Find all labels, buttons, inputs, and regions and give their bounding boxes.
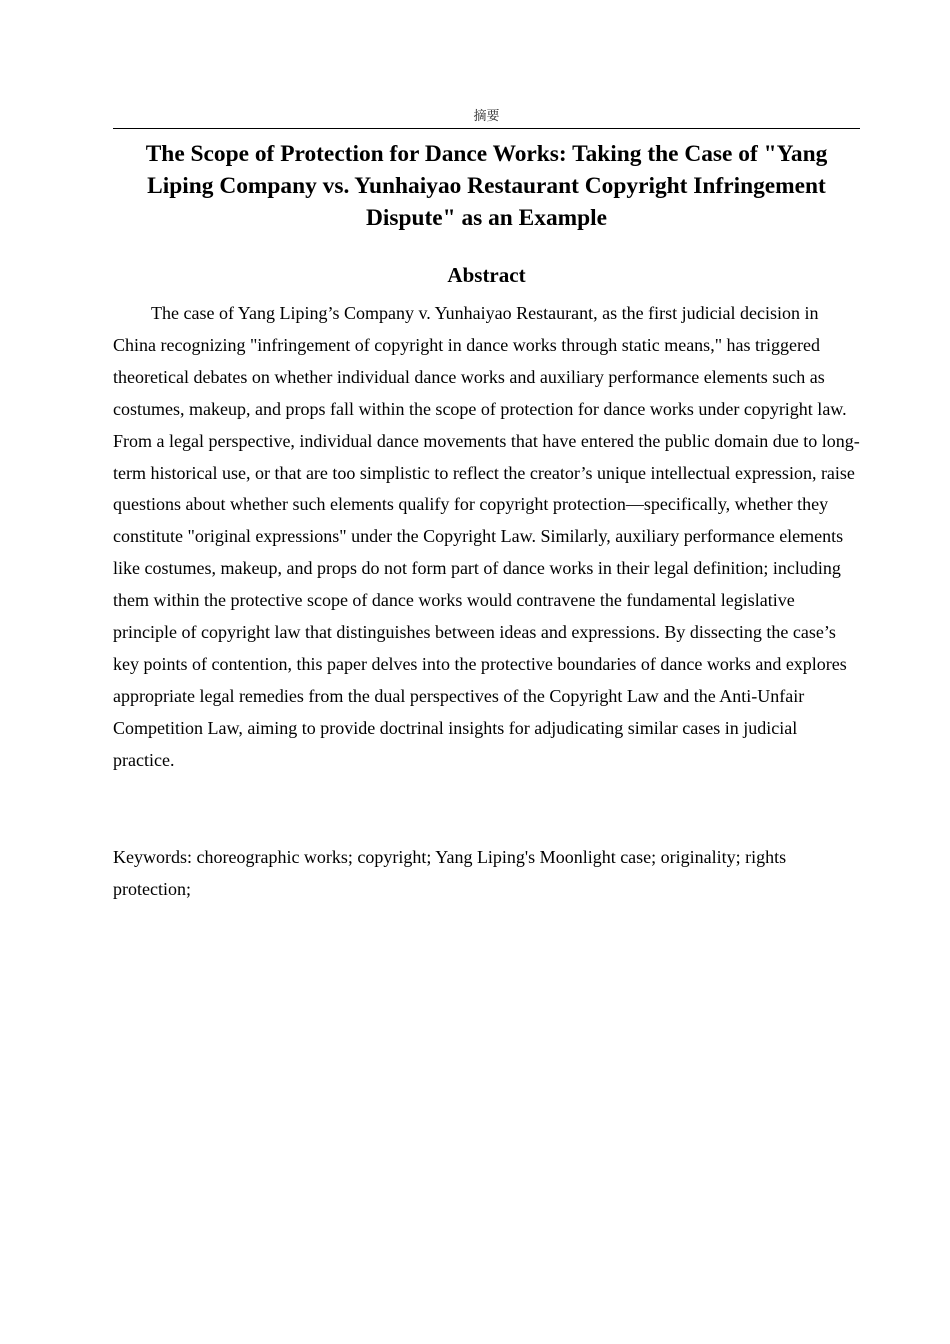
header-divider [113, 128, 860, 129]
keywords: Keywords: choreographic works; copyright; Yang Liping's Moonlight case; originality; rights protection; [113, 847, 787, 899]
abstract-heading: Abstract [447, 263, 526, 287]
running-header: 摘要 [473, 109, 500, 124]
abstract-body: The case of Yang Liping’s Company v. Yunhaiyao Restaurant, as the first judicial decision in China recognizing "infringement of copyright in dance works through static means," has triggered theoretical debates on whether individual dance works and auxiliary performance elements such as costumes, makeup, and props fall within the scope of protection for dance works under copyright law. From a legal perspective, individual dance movements that have entered the public domain due to long-term historical use, or that are too simplistic to reflect the creator’s unique intellectual expression, raise questions about whether such elements qualify for copyright protection—specifically, whether they constitute "original expressions" under the Copyright Law. Similarly, auxiliary performance elements like costumes, makeup, and props do not form part of dance works in their legal definition; including them within the protective scope of dance works would contravene the fundamental legislative principle of copyright law that distinguishes between ideas and expressions. By dissecting the case’s key points of contention, this paper delves into the protective boundaries of dance works and explores appropriate legal remedies from the dual perspectives of the Copyright Law and the Anti-Unfair Competition Law, aiming to provide doctrinal insights for adjudicating similar cases in judicial practice. [113, 303, 860, 770]
paper-title: The Scope of Protection for Dance Works: Taking the Case of "Yang Liping Company vs. Yunhaiyao Restaurant Copyright Infringement Dispute" as an Example [145, 141, 828, 231]
